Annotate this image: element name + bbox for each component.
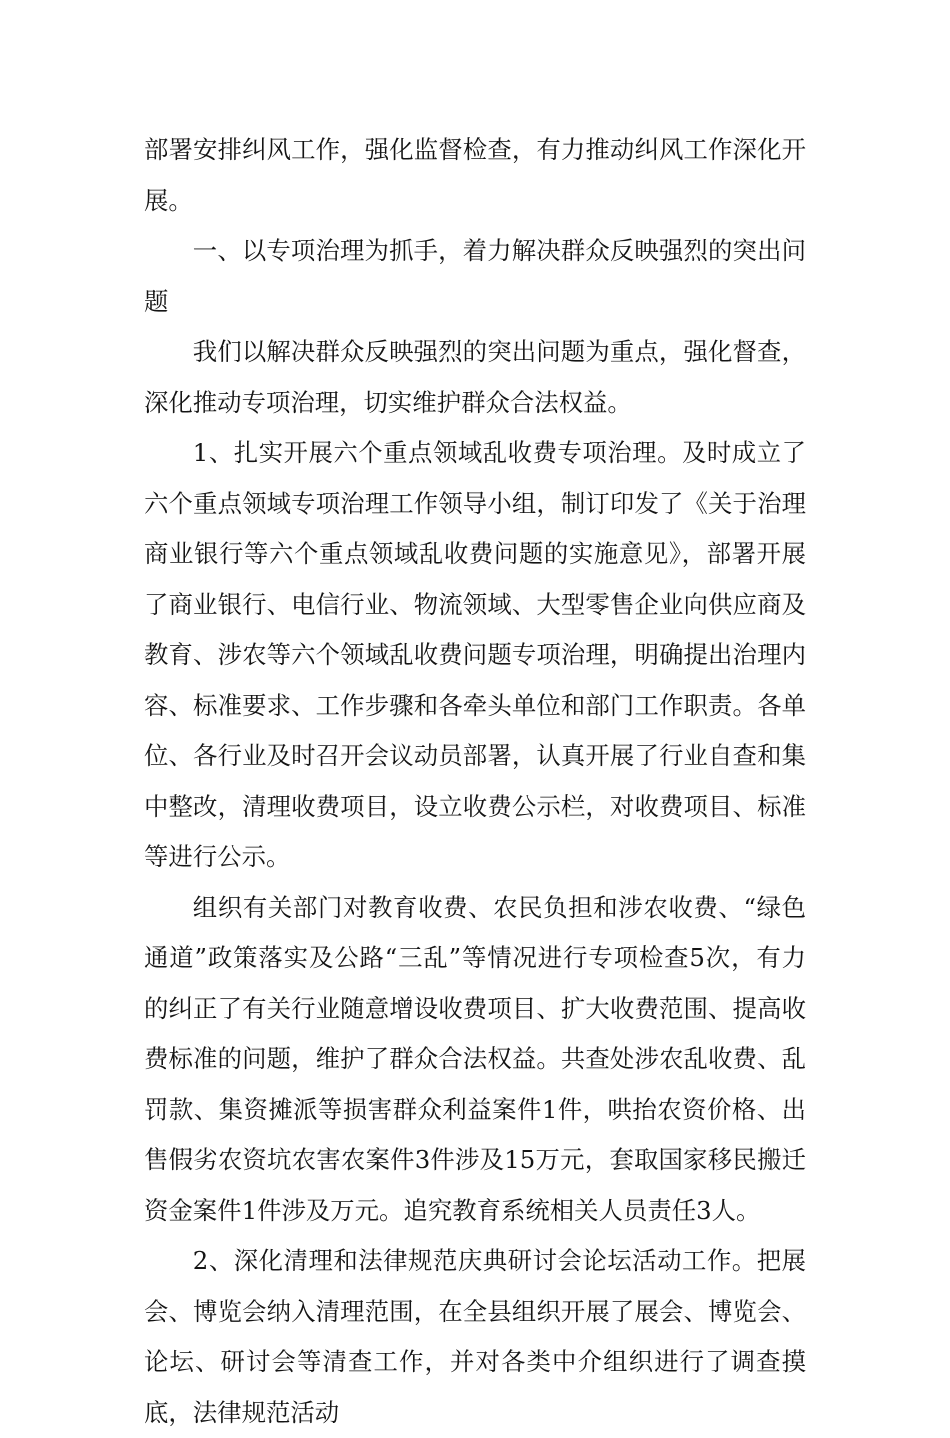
paragraph-item-1: 1、扎实开展六个重点领域乱收费专项治理。及时成立了六个重点领域专项治理工作领导小组，制订印发了《关于治理商业银行等六个重点领域乱收费问题的实施意见》，部署开展了商业银行、电信行业、物流领域、大型零售企业向供应商及教育、涉农等六个领域乱收费问题专项治理，明确提出治理内容、标准要求、工作步骤和各牵头单位和部门工作职责。各单位、各行业及时召开会议动员部署，认真开展了行业自查和集中整改，清理收费项目，设立收费公示栏，对收费项目、标准等进行公示。 (144, 438, 806, 871)
document-body (144, 125, 806, 1438)
paragraph-inspection: 组织有关部门对教育收费、农民负担和涉农收费、“绿色通道”政策落实及公路“三乱”等情况进行专项检查5次，有力的纠正了有关行业随意增设收费项目、扩大收费范围、提高收费标准的问题，维护了群众合法权益。共查处涉农乱收费、乱罚款、集资摊派等损害群众利益案件1件，哄抬农资价格、出售假劣农资坑农害农案件3件涉及15万元，套取国家移民搬迁资金案件1件涉及万元。追究教育系统相关人员责任3人。 (144, 892, 806, 1225)
section-heading: 一、以专项治理为抓手，着力解决群众反映强烈的突出问题 (144, 236, 806, 316)
paragraph-intro: 我们以解决群众反映强烈的突出问题为重点，强化督查，深化推动专项治理，切实维护群众合法权益。 (144, 337, 806, 417)
paragraph-item-2: 2、深化清理和法律规范庆典研讨会论坛活动工作。把展会、博览会纳入清理范围，在全县组织开展了展会、博览会、论坛、研讨会等清查工作，并对各类中介组织进行了调查摸底，法律规范活动 (144, 1246, 806, 1427)
paragraph-continuation: 部署安排纠风工作，强化监督检查，有力推动纠风工作深化开展。 (144, 135, 806, 215)
